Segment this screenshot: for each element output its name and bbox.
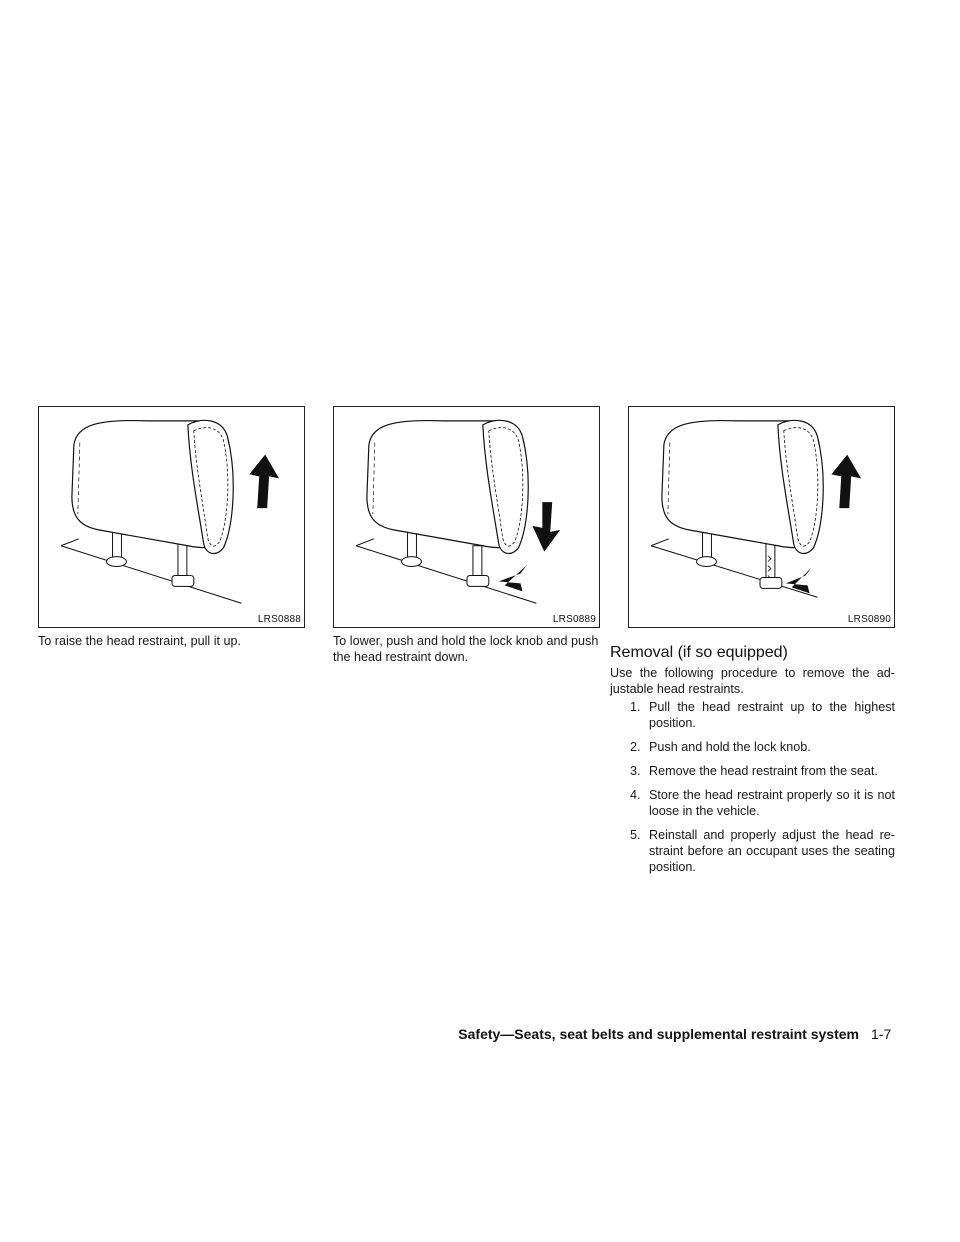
footer-section-title: Safety—Seats, seat belts and supplemental restraint system [458,1026,859,1042]
figure-code: LRS0890 [847,614,891,625]
step-number: 3. [630,764,641,778]
figure-code: LRS0888 [257,614,301,625]
list-item [610,763,895,779]
step-number: 2. [630,740,641,754]
section-heading-removal: Removal (if so equipped) [610,644,788,661]
caption-raise: To raise the head restraint, pull it up. [38,634,242,648]
head-restraint-raise-illustration [39,407,304,627]
step-text: Push and hold the lock knob. [649,740,811,754]
list-item [610,827,895,875]
step-text: Remove the head restraint from the seat. [649,764,878,778]
step-text: Store the head restraint properly so it is not loose in the vehicle. [649,788,895,818]
list-item [610,699,895,731]
removal-steps [610,699,895,883]
list-item [610,739,895,755]
figure-code: LRS0889 [552,614,596,625]
figure-lower-head-restraint [333,406,600,628]
step-number: 1. [630,700,641,714]
head-restraint-removal-illustration [629,407,894,627]
step-text: Reinstall and properly adjust the head re-straint before an occupant uses the seating position. [649,828,895,874]
page-number: 1-7 [871,1026,892,1042]
head-restraint-lower-illustration [334,407,599,627]
figure-raise-head-restraint [38,406,305,628]
step-number: 5. [630,828,641,842]
caption-lower: To lower, push and hold the lock knob and push the head restraint down. [333,634,599,664]
step-text: Pull the head restraint up to the highest position. [649,700,895,730]
step-number: 4. [630,788,641,802]
list-item [610,787,895,819]
removal-intro: Use the following procedure to remove the ad-justable head restraints. [610,666,895,696]
figure-remove-head-restraint [628,406,895,628]
